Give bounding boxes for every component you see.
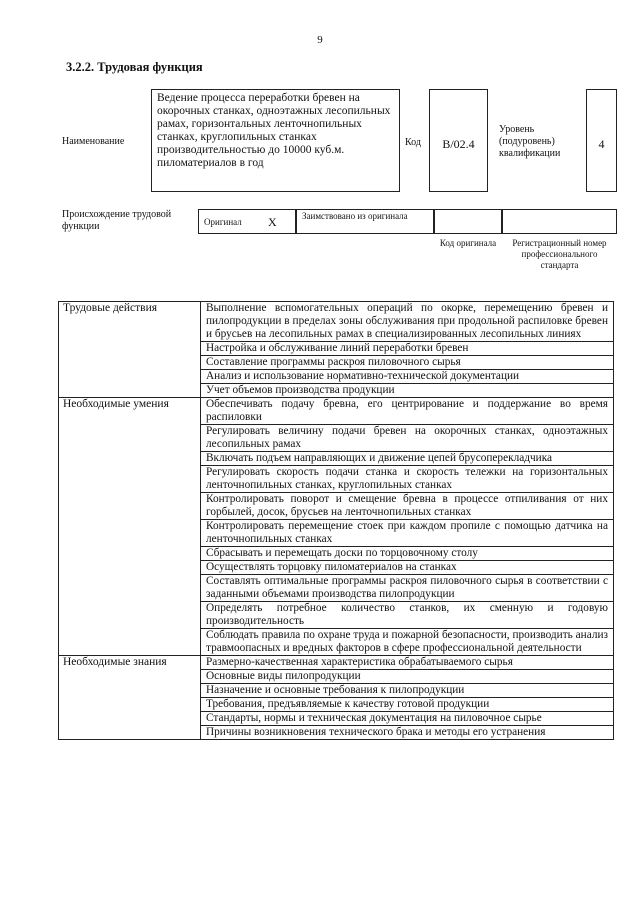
code-box bbox=[429, 89, 488, 192]
section-item: Анализ и использование нормативно-технической документации bbox=[201, 370, 614, 384]
table-body bbox=[59, 302, 614, 740]
origin-code-caption: Код оригинала bbox=[439, 238, 497, 248]
reg-number-caption: Регистрационный номер профессионального стандарта bbox=[512, 238, 607, 270]
section-item: Настройка и обслуживание линий переработки бревен bbox=[201, 342, 614, 356]
section-item: Соблюдать правила по охране труда и пожарной безопасности, производить анализ травмоопасных и вредных факторов в сфере профессиональной деятельности bbox=[201, 629, 614, 656]
section-item: Требования, предъявляемые к качеству готовой продукции bbox=[201, 698, 614, 712]
code-label: Код bbox=[405, 137, 421, 148]
section-item: Учет объемов производства продукции bbox=[201, 384, 614, 398]
reg-number-cell bbox=[502, 209, 617, 234]
section-category: Необходимые умения bbox=[59, 398, 201, 656]
section-item: Стандарты, нормы и техническая документация на пиловочное сырье bbox=[201, 712, 614, 726]
page-number: 9 bbox=[317, 34, 323, 46]
section-item: Контролировать перемещение стоек при каждом пропиле с помощью датчика на ленточнопильных станках bbox=[201, 520, 614, 547]
name-label: Наименование bbox=[62, 136, 125, 147]
section-item: Обеспечивать подачу бревна, его центрирование и поддержание во время распиловки bbox=[201, 398, 614, 425]
section-item: Причины возникновения технического брака и методы его устранения bbox=[201, 726, 614, 740]
borrowed-cell bbox=[296, 209, 434, 234]
borrowed-label: Заимствовано из оригинала bbox=[302, 211, 408, 221]
origin-code-cell bbox=[434, 209, 502, 234]
original-label: Оригинал bbox=[204, 217, 242, 227]
section-item: Составление программы раскроя пиловочного сырья bbox=[201, 356, 614, 370]
section-category: Трудовые действия bbox=[59, 302, 201, 398]
section-item: Включать подъем направляющих и движение цепей брусоперекладчика bbox=[201, 452, 614, 466]
section-category: Необходимые знания bbox=[59, 656, 201, 740]
section-item: Осуществлять торцовку пиломатериалов на станках bbox=[201, 561, 614, 575]
original-cell bbox=[198, 209, 296, 234]
section-item: Составлять оптимальные программы раскроя пиловочного сырья в соответствии с заданными объемами производства пилопродукции bbox=[201, 575, 614, 602]
section-item: Контролировать поворот и смещение бревна в процессе отпиливания от них горбылей, досок, брусьев на ленточнопильных станках bbox=[201, 493, 614, 520]
section-item: Сбрасывать и перемещать доски по торцовочному столу bbox=[201, 547, 614, 561]
section-item: Размерно-качественная характеристика обрабатываемого сырья bbox=[201, 656, 614, 670]
table-row bbox=[59, 398, 614, 425]
section-item: Назначение и основные требования к пилопродукции bbox=[201, 684, 614, 698]
code-value: В/02.4 bbox=[442, 137, 475, 151]
original-mark: X bbox=[268, 215, 277, 229]
level-value: 4 bbox=[598, 137, 605, 151]
section-item: Основные виды пилопродукции bbox=[201, 670, 614, 684]
function-name-value: Ведение процесса переработки бревен на окорочных станках, одноэтажных лесопильных рамах, горизонтальных ленточнопильных станках, круглопильных станках производительностью до 10000 куб.м. пиломатериалов в год bbox=[157, 92, 391, 169]
level-label: Уровень (подуровень) квалификации bbox=[499, 124, 561, 159]
level-box bbox=[586, 89, 617, 192]
section-item: Регулировать величину подачи бревен на окорочных станках, одноэтажных лесопильных рамах bbox=[201, 425, 614, 452]
section-title: 3.2.2. Трудовая функция bbox=[66, 60, 203, 74]
section-item: Регулировать скорость подачи станка и скорость тележки на горизонтальных ленточнопильных станках, круглопильных станках bbox=[201, 466, 614, 493]
section-item: Выполнение вспомогательных операций по окорке, перемещению бревен и пилопродукции в пределах зоны обслуживания при продольной распиловке бревен и брусьев на лесопильных рамах в специализированных лесопильных линиях bbox=[201, 302, 614, 342]
origin-label: Происхождение трудовой функции bbox=[62, 209, 172, 232]
labor-function-table bbox=[58, 301, 614, 740]
table-row bbox=[59, 302, 614, 342]
table-row bbox=[59, 656, 614, 670]
function-name-box bbox=[151, 89, 400, 192]
section-item: Определять потребное количество станков, их сменную и годовую производительность bbox=[201, 602, 614, 629]
